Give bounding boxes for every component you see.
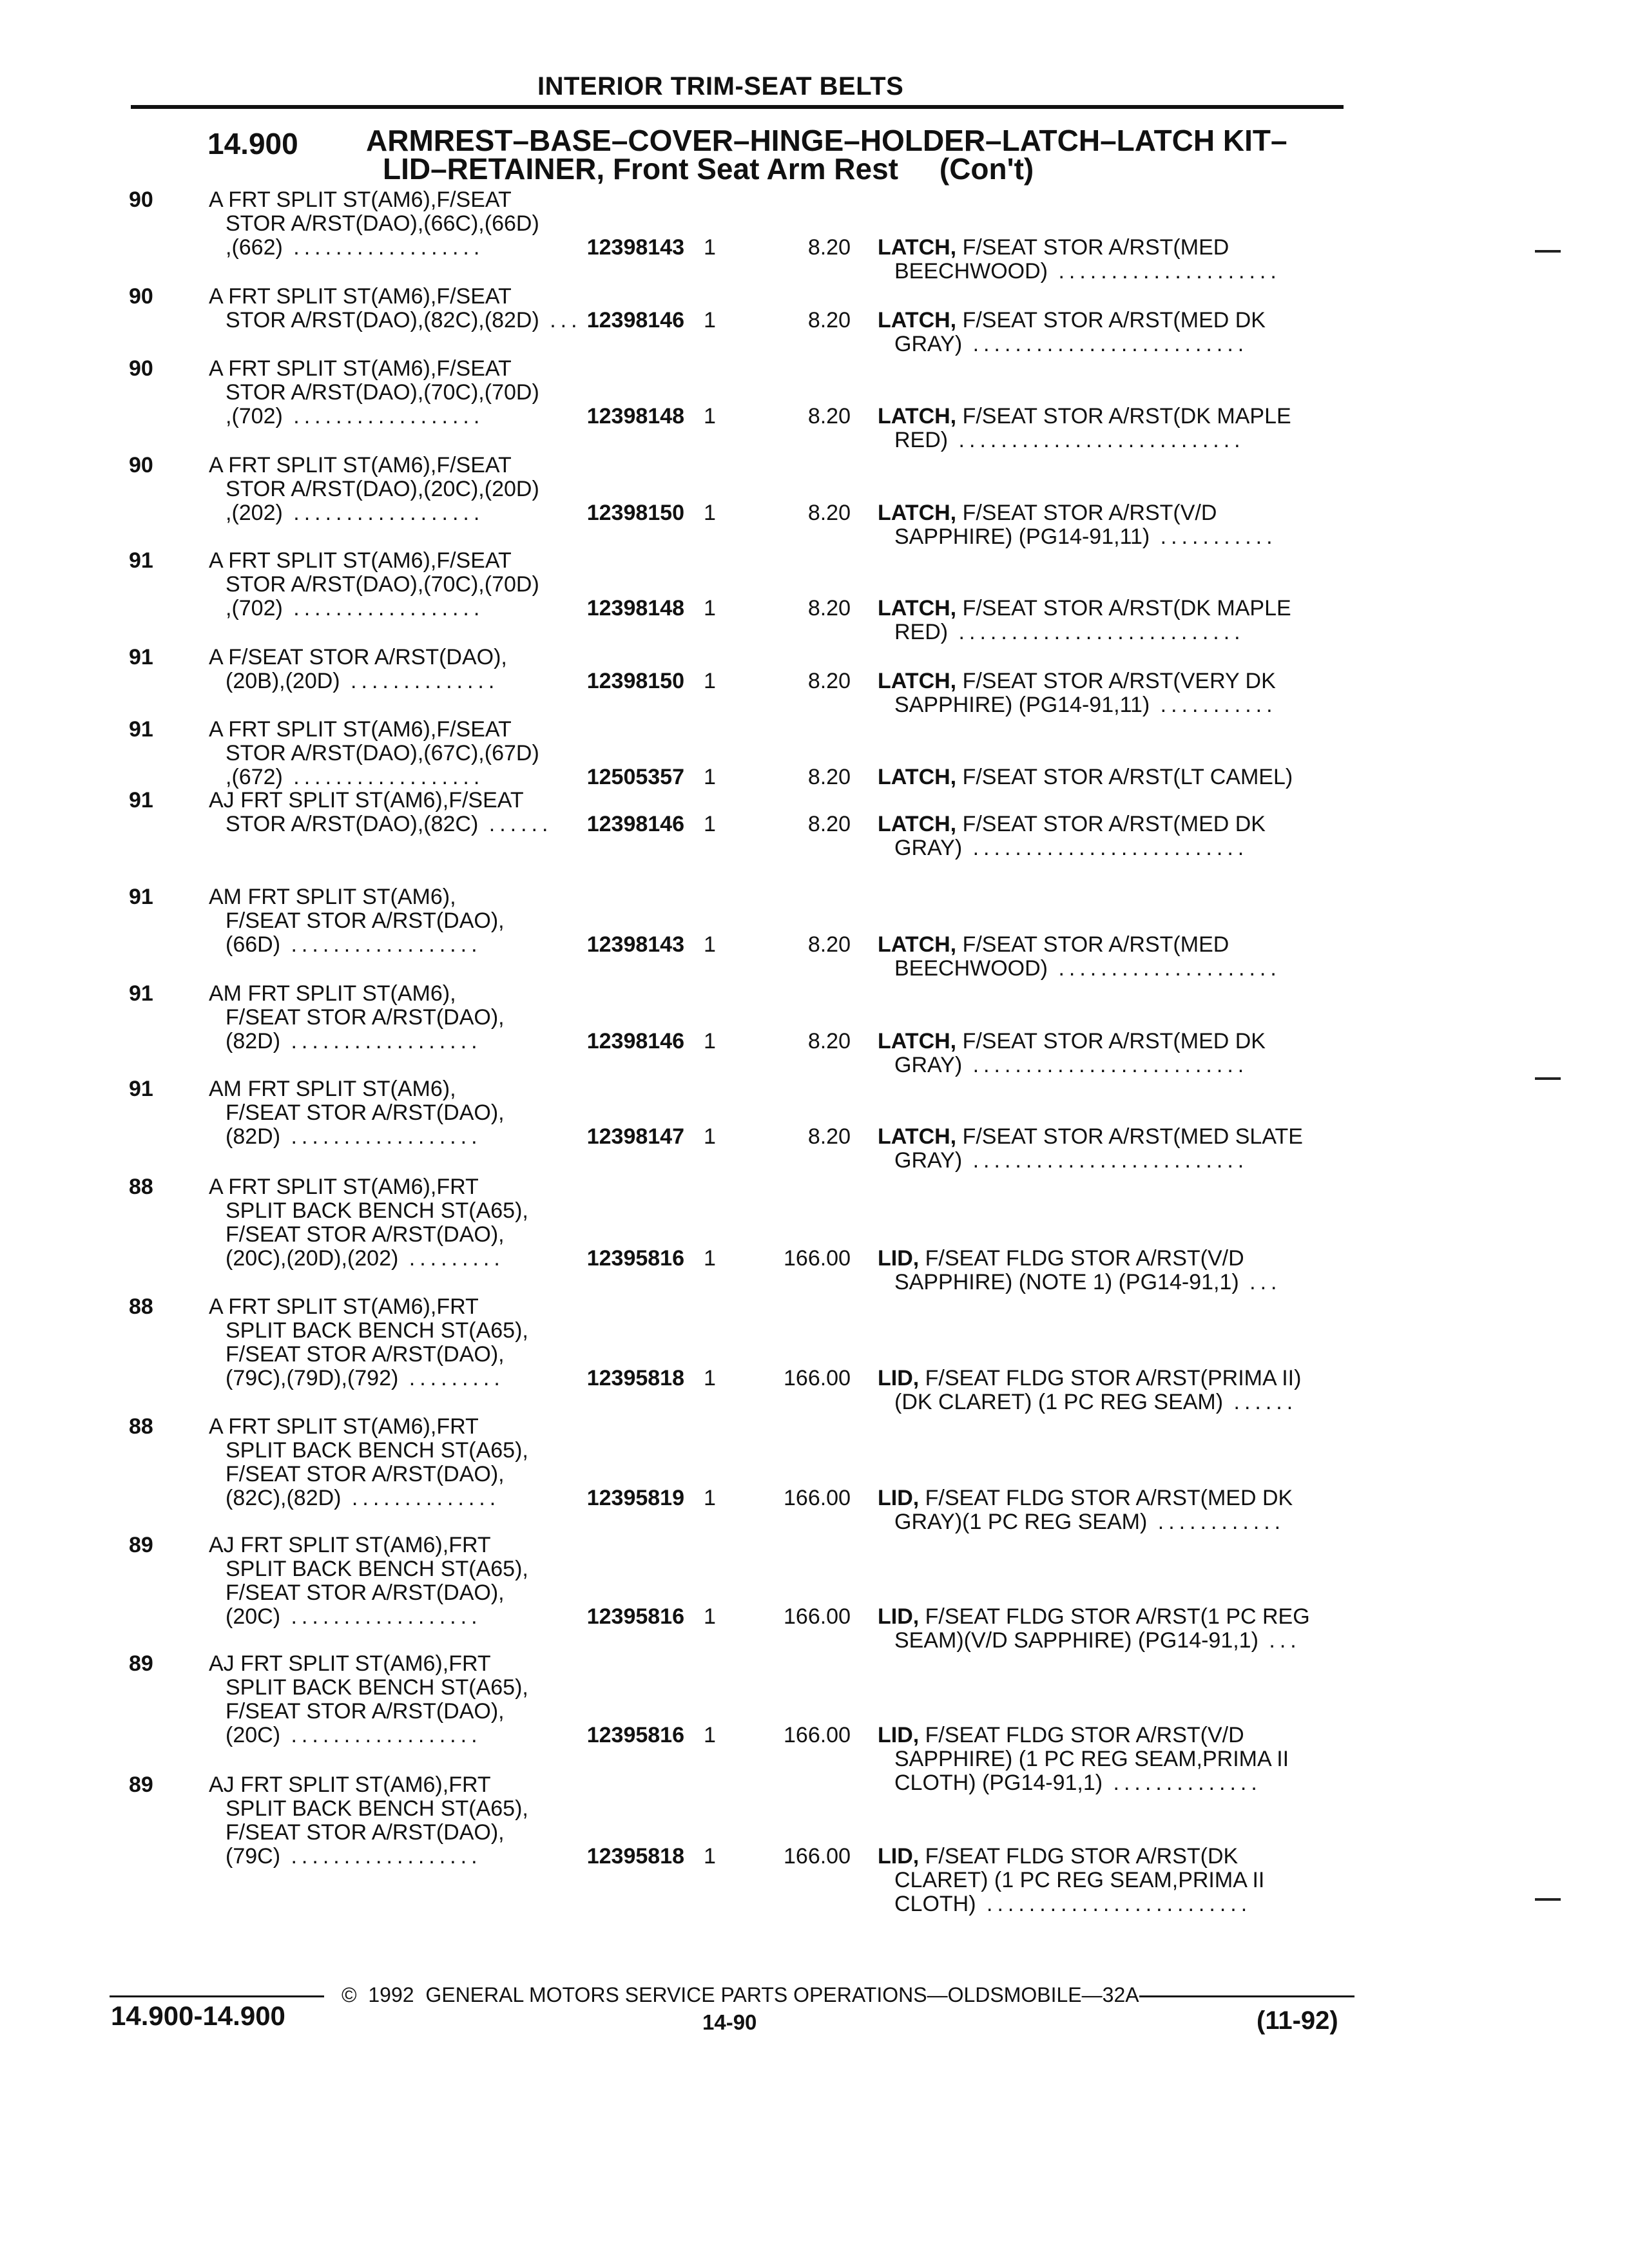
description-line: CLOTH) (PG14-91,1) ..............	[894, 1771, 1262, 1795]
row-price: 8.20	[807, 1029, 851, 1053]
row-price: 8.20	[807, 404, 851, 428]
description-line: SEAM)(V/D SAPPHIRE) (PG14-91,1) ...	[894, 1628, 1301, 1653]
description-line: LATCH, F/SEAT STOR A/RST(LT CAMEL)	[878, 765, 1293, 789]
row-quantity: 1	[704, 1604, 716, 1629]
row-usage	[209, 549, 539, 620]
leader-dots: ...	[1239, 1270, 1282, 1294]
usage-line: ,(672) ..................	[226, 765, 485, 789]
description-line: SAPPHIRE) (PG14-91,11) ...........	[894, 524, 1277, 549]
row-usage	[209, 454, 539, 525]
usage-line: A FRT SPLIT ST(AM6),F/SEAT	[209, 187, 512, 212]
usage-line: STOR A/RST(DAO),(67C),(67D)	[226, 741, 539, 765]
row-year: 89	[129, 1651, 153, 1676]
leader-dots: ..................	[280, 1844, 482, 1869]
row-description	[878, 1367, 1301, 1414]
description-keyword: LID,	[878, 1486, 920, 1510]
row-price: 8.20	[807, 596, 851, 620]
row-part-number: 12398146	[586, 1029, 684, 1053]
usage-line: SPLIT BACK BENCH ST(A65),	[226, 1198, 528, 1223]
row-description	[878, 1724, 1289, 1795]
description-keyword: LATCH,	[878, 669, 957, 693]
row-description	[878, 765, 1293, 789]
row-part-number: 12398143	[586, 932, 684, 957]
description-line: BEECHWOOD) .....................	[894, 956, 1281, 981]
leader-dots: ..............	[341, 1486, 501, 1510]
leader-dots: ..........................	[962, 1148, 1249, 1173]
row-price: 8.20	[807, 669, 851, 693]
description-line: LATCH, F/SEAT STOR A/RST(VERY DK	[878, 669, 1276, 693]
usage-line: AM FRT SPLIT ST(AM6),	[209, 1077, 456, 1101]
leader-dots: ...........	[1150, 693, 1277, 717]
row-price: 8.20	[807, 235, 851, 260]
row-usage	[209, 1652, 528, 1747]
usage-line: SPLIT BACK BENCH ST(A65),	[226, 1796, 528, 1821]
leader-dots: ...	[539, 308, 582, 332]
description-line: GRAY) ..........................	[894, 836, 1249, 860]
row-year: 90	[129, 453, 153, 477]
row-price: 166.00	[784, 1844, 851, 1869]
usage-line: STOR A/RST(DAO),(20C),(20D)	[226, 477, 539, 501]
row-quantity: 1	[704, 404, 716, 428]
row-description	[878, 1605, 1310, 1653]
usage-line: (79C) ..................	[226, 1844, 482, 1869]
row-quantity: 1	[704, 1246, 716, 1271]
leader-dots: ..................	[282, 235, 485, 260]
edge-mark	[1535, 1898, 1561, 1901]
row-part-number: 12398150	[586, 669, 684, 693]
usage-line: A FRT SPLIT ST(AM6),F/SEAT	[209, 284, 512, 309]
row-quantity: 1	[704, 1844, 716, 1869]
edge-mark	[1535, 250, 1561, 253]
row-description	[878, 1030, 1266, 1077]
description-line: RED) ...........................	[894, 620, 1245, 644]
usage-line: STOR A/RST(DAO),(66C),(66D)	[226, 211, 539, 236]
usage-line: F/SEAT STOR A/RST(DAO),	[226, 1100, 505, 1125]
row-quantity: 1	[704, 765, 716, 789]
row-part-number: 12505357	[586, 765, 684, 789]
row-year: 91	[129, 548, 153, 573]
usage-line: A F/SEAT STOR A/RST(DAO),	[209, 645, 507, 669]
usage-line: A FRT SPLIT ST(AM6),FRT	[209, 1294, 479, 1319]
row-price: 166.00	[784, 1246, 851, 1271]
row-quantity: 1	[704, 932, 716, 957]
description-keyword: LATCH,	[878, 1029, 957, 1053]
row-part-number: 12395818	[586, 1844, 684, 1869]
description-keyword: LATCH,	[878, 1124, 957, 1149]
description-line: LATCH, F/SEAT STOR A/RST(MED	[878, 235, 1229, 260]
leader-dots: ......	[478, 812, 553, 836]
description-keyword: LATCH,	[878, 501, 957, 525]
description-keyword: LID,	[878, 1366, 920, 1390]
usage-line: (66D) ..................	[226, 932, 482, 957]
usage-line: A FRT SPLIT ST(AM6),F/SEAT	[209, 356, 512, 381]
row-price: 8.20	[807, 308, 851, 332]
row-year: 90	[129, 356, 153, 381]
leader-dots: ..............	[1103, 1771, 1262, 1795]
row-year: 89	[129, 1533, 153, 1557]
usage-line: A FRT SPLIT ST(AM6),FRT	[209, 1175, 479, 1199]
row-part-number: 12398147	[586, 1124, 684, 1149]
row-quantity: 1	[704, 1723, 716, 1747]
row-description	[878, 597, 1291, 644]
description-keyword: LID,	[878, 1246, 920, 1271]
leader-dots: ..................	[280, 932, 482, 957]
description-line: SAPPHIRE) (1 PC REG SEAM,PRIMA II	[894, 1747, 1289, 1771]
row-description	[878, 405, 1291, 452]
row-price: 8.20	[807, 812, 851, 836]
usage-line: SPLIT BACK BENCH ST(A65),	[226, 1675, 528, 1700]
row-year: 91	[129, 1077, 153, 1101]
row-usage	[209, 1295, 528, 1390]
description-line: LID, F/SEAT FLDG STOR A/RST(1 PC REG	[878, 1604, 1310, 1629]
leader-dots: .....................	[1048, 259, 1281, 284]
row-price: 8.20	[807, 1124, 851, 1149]
row-quantity: 1	[704, 501, 716, 525]
usage-line: AM FRT SPLIT ST(AM6),	[209, 885, 456, 909]
leader-dots: ..................	[282, 765, 485, 789]
section-number: 14.900	[207, 127, 298, 160]
row-price: 8.20	[807, 765, 851, 789]
row-year: 91	[129, 645, 153, 669]
usage-line: F/SEAT STOR A/RST(DAO),	[226, 1820, 505, 1845]
description-keyword: LATCH,	[878, 932, 957, 957]
usage-line: STOR A/RST(DAO),(70C),(70D)	[226, 572, 539, 597]
leader-dots: ..........................	[962, 332, 1249, 356]
leader-dots: ..................	[282, 404, 485, 428]
row-part-number: 12395816	[586, 1604, 684, 1629]
row-quantity: 1	[704, 596, 716, 620]
row-description	[878, 1247, 1281, 1294]
usage-line: AJ FRT SPLIT ST(AM6),F/SEAT	[209, 788, 524, 812]
row-part-number: 12395819	[586, 1486, 684, 1510]
row-year: 88	[129, 1294, 153, 1319]
description-keyword: LID,	[878, 1723, 920, 1747]
leader-dots: ......	[1223, 1390, 1298, 1414]
usage-line: STOR A/RST(DAO),(70C),(70D)	[226, 380, 539, 405]
leader-dots: .........	[398, 1246, 505, 1271]
usage-line: ,(702) ..................	[226, 596, 485, 620]
leader-dots: ..................	[280, 1124, 482, 1149]
row-description	[878, 1845, 1264, 1916]
description-keyword: LATCH,	[878, 235, 957, 260]
description-line: BEECHWOOD) .....................	[894, 259, 1281, 284]
row-part-number: 12395818	[586, 1366, 684, 1390]
description-line: CLARET) (1 PC REG SEAM,PRIMA II	[894, 1868, 1265, 1892]
row-part-number: 12398148	[586, 404, 684, 428]
description-line: GRAY)(1 PC REG SEAM) ............	[894, 1510, 1286, 1534]
usage-line: STOR A/RST(DAO),(82C),(82D) ...	[226, 308, 582, 332]
row-description	[878, 933, 1281, 981]
row-quantity: 1	[704, 235, 716, 260]
row-year: 91	[129, 885, 153, 909]
description-line: CLOTH) .........................	[894, 1892, 1252, 1916]
row-quantity: 1	[704, 1124, 716, 1149]
row-quantity: 1	[704, 812, 716, 836]
usage-line: A FRT SPLIT ST(AM6),F/SEAT	[209, 453, 512, 477]
row-usage	[209, 285, 582, 332]
usage-line: F/SEAT STOR A/RST(DAO),	[226, 1005, 505, 1030]
footer-copyright: © 1992 GENERAL MOTORS SERVICE PARTS OPERATIONS—OLDSMOBILE—32A	[342, 1983, 1139, 2006]
usage-line: (79C),(79D),(792) .........	[226, 1366, 505, 1390]
usage-line: SPLIT BACK BENCH ST(A65),	[226, 1438, 528, 1463]
row-usage	[209, 357, 539, 428]
leader-dots: ...	[1258, 1628, 1301, 1653]
row-usage	[209, 982, 505, 1053]
leader-dots: ..................	[280, 1723, 482, 1747]
row-year: 90	[129, 284, 153, 309]
row-usage	[209, 1773, 528, 1869]
leader-dots: ..................	[282, 596, 485, 620]
footer-section-range: 14.900-14.900	[111, 2001, 285, 2031]
description-line: RED) ...........................	[894, 428, 1245, 452]
row-price: 8.20	[807, 501, 851, 525]
description-line: LATCH, F/SEAT STOR A/RST(MED SLATE	[878, 1124, 1303, 1149]
description-line: LID, F/SEAT FLDG STOR A/RST(DK	[878, 1844, 1239, 1869]
section-title-line-1: ARMREST–BASE–COVER–HINGE–HOLDER–LATCH–LATCH KIT–	[366, 124, 1287, 157]
row-usage	[209, 885, 505, 957]
leader-dots: .........	[398, 1366, 505, 1390]
row-description	[878, 669, 1277, 717]
usage-line: F/SEAT STOR A/RST(DAO),	[226, 1222, 505, 1247]
usage-line: (20B),(20D) ..............	[226, 669, 499, 693]
footer-rule-left	[110, 1995, 324, 1997]
row-quantity: 1	[704, 1029, 716, 1053]
row-usage	[209, 1077, 505, 1149]
usage-line: (20C) ..................	[226, 1723, 482, 1747]
description-keyword: LATCH,	[878, 765, 957, 789]
description-line: LATCH, F/SEAT STOR A/RST(MED DK	[878, 812, 1266, 836]
row-part-number: 12398143	[586, 235, 684, 260]
row-part-number: 12398146	[586, 812, 684, 836]
description-line: (DK CLARET) (1 PC REG SEAM) ......	[894, 1390, 1298, 1414]
usage-line: ,(202) ..................	[226, 501, 485, 525]
description-line: GRAY) ..........................	[894, 1053, 1249, 1077]
leader-dots: ..................	[280, 1029, 482, 1053]
usage-line: F/SEAT STOR A/RST(DAO),	[226, 908, 505, 933]
leader-dots: ...........................	[948, 428, 1245, 452]
description-keyword: LID,	[878, 1604, 920, 1629]
footer-page-number: 14-90	[702, 2010, 757, 2034]
usage-line: AJ FRT SPLIT ST(AM6),FRT	[209, 1533, 491, 1557]
row-year: 90	[129, 187, 153, 212]
footer-rule-right	[1139, 1995, 1354, 1997]
row-usage	[209, 646, 507, 693]
row-usage	[209, 1533, 528, 1629]
leader-dots: ..................	[280, 1604, 482, 1629]
row-price: 166.00	[784, 1604, 851, 1629]
usage-line: F/SEAT STOR A/RST(DAO),	[226, 1699, 505, 1724]
row-quantity: 1	[704, 308, 716, 332]
leader-dots: ...........	[1150, 524, 1277, 549]
usage-line: AJ FRT SPLIT ST(AM6),FRT	[209, 1773, 491, 1797]
row-quantity: 1	[704, 1366, 716, 1390]
description-line: LID, F/SEAT FLDG STOR A/RST(PRIMA II)	[878, 1366, 1302, 1390]
row-usage	[209, 1175, 528, 1271]
row-part-number: 12398148	[586, 596, 684, 620]
row-part-number: 12398150	[586, 501, 684, 525]
description-line: GRAY) ..........................	[894, 1148, 1249, 1173]
description-keyword: LATCH,	[878, 404, 957, 428]
edge-mark	[1535, 1077, 1561, 1080]
row-quantity: 1	[704, 1486, 716, 1510]
description-line: LATCH, F/SEAT STOR A/RST(DK MAPLE	[878, 596, 1291, 620]
usage-line: ,(662) ..................	[226, 235, 485, 260]
description-keyword: LATCH,	[878, 596, 957, 620]
description-keyword: LID,	[878, 1844, 920, 1869]
description-line: LATCH, F/SEAT STOR A/RST(MED	[878, 932, 1229, 957]
description-line: LATCH, F/SEAT STOR A/RST(MED DK	[878, 308, 1266, 332]
description-line: LATCH, F/SEAT STOR A/RST(DK MAPLE	[878, 404, 1291, 428]
leader-dots: ..........................	[962, 836, 1249, 860]
page-header-title: INTERIOR TRIM-SEAT BELTS	[537, 72, 904, 101]
usage-line: (20C),(20D),(202) .........	[226, 1246, 505, 1271]
usage-line: A FRT SPLIT ST(AM6),F/SEAT	[209, 717, 512, 742]
row-description	[878, 1486, 1293, 1534]
row-description	[878, 501, 1277, 549]
description-line: LATCH, F/SEAT STOR A/RST(V/D	[878, 501, 1217, 525]
usage-line: F/SEAT STOR A/RST(DAO),	[226, 1462, 505, 1486]
description-line: LID, F/SEAT FLDG STOR A/RST(V/D	[878, 1723, 1244, 1747]
usage-line: (82D) ..................	[226, 1124, 482, 1149]
section-title-line-2: LID–RETAINER, Front Seat Arm Rest (Con't)	[383, 152, 1034, 186]
leader-dots: .........................	[976, 1892, 1252, 1916]
row-year: 91	[129, 788, 153, 812]
row-year: 91	[129, 981, 153, 1006]
usage-line: F/SEAT STOR A/RST(DAO),	[226, 1581, 505, 1605]
row-part-number: 12395816	[586, 1246, 684, 1271]
description-line: LID, F/SEAT FLDG STOR A/RST(V/D	[878, 1246, 1244, 1271]
row-year: 88	[129, 1414, 153, 1439]
row-price: 8.20	[807, 932, 851, 957]
row-description	[878, 236, 1281, 284]
row-part-number: 12395816	[586, 1723, 684, 1747]
row-description	[878, 812, 1266, 860]
usage-line: AJ FRT SPLIT ST(AM6),FRT	[209, 1651, 491, 1676]
usage-line: AM FRT SPLIT ST(AM6),	[209, 981, 456, 1006]
section-title	[366, 124, 1287, 186]
row-year: 89	[129, 1773, 153, 1797]
leader-dots: ............	[1147, 1510, 1286, 1534]
footer-date: (11-92)	[1257, 2006, 1338, 2035]
row-price: 166.00	[784, 1366, 851, 1390]
row-usage	[209, 789, 552, 836]
header-rule	[131, 105, 1344, 109]
row-usage	[209, 718, 539, 789]
usage-line: SPLIT BACK BENCH ST(A65),	[226, 1318, 528, 1343]
description-keyword: LATCH,	[878, 812, 957, 836]
row-part-number: 12398146	[586, 308, 684, 332]
leader-dots: ..............	[340, 669, 499, 693]
description-line: GRAY) ..........................	[894, 332, 1249, 356]
usage-line: A FRT SPLIT ST(AM6),FRT	[209, 1414, 479, 1439]
row-price: 166.00	[784, 1723, 851, 1747]
leader-dots: .....................	[1048, 956, 1281, 981]
leader-dots: ...........................	[948, 620, 1245, 644]
leader-dots: ..........................	[962, 1053, 1249, 1077]
row-description	[878, 1125, 1303, 1173]
row-year: 91	[129, 717, 153, 742]
description-line: SAPPHIRE) (NOTE 1) (PG14-91,1) ...	[894, 1270, 1282, 1294]
usage-line: ,(702) ..................	[226, 404, 485, 428]
row-price: 166.00	[784, 1486, 851, 1510]
leader-dots: ..................	[282, 501, 485, 525]
description-line: LID, F/SEAT FLDG STOR A/RST(MED DK	[878, 1486, 1293, 1510]
description-keyword: LATCH,	[878, 308, 957, 332]
usage-line: (20C) ..................	[226, 1604, 482, 1629]
description-line: LATCH, F/SEAT STOR A/RST(MED DK	[878, 1029, 1266, 1053]
row-usage	[209, 188, 539, 260]
usage-line: (82D) ..................	[226, 1029, 482, 1053]
description-line: SAPPHIRE) (PG14-91,11) ...........	[894, 693, 1277, 717]
usage-line: A FRT SPLIT ST(AM6),F/SEAT	[209, 548, 512, 573]
usage-line: F/SEAT STOR A/RST(DAO),	[226, 1342, 505, 1367]
usage-line: SPLIT BACK BENCH ST(A65),	[226, 1557, 528, 1581]
usage-line: STOR A/RST(DAO),(82C) ......	[226, 812, 553, 836]
row-usage	[209, 1415, 528, 1510]
row-quantity: 1	[704, 669, 716, 693]
row-description	[878, 309, 1266, 356]
row-year: 88	[129, 1175, 153, 1199]
usage-line: (82C),(82D) ..............	[226, 1486, 501, 1510]
